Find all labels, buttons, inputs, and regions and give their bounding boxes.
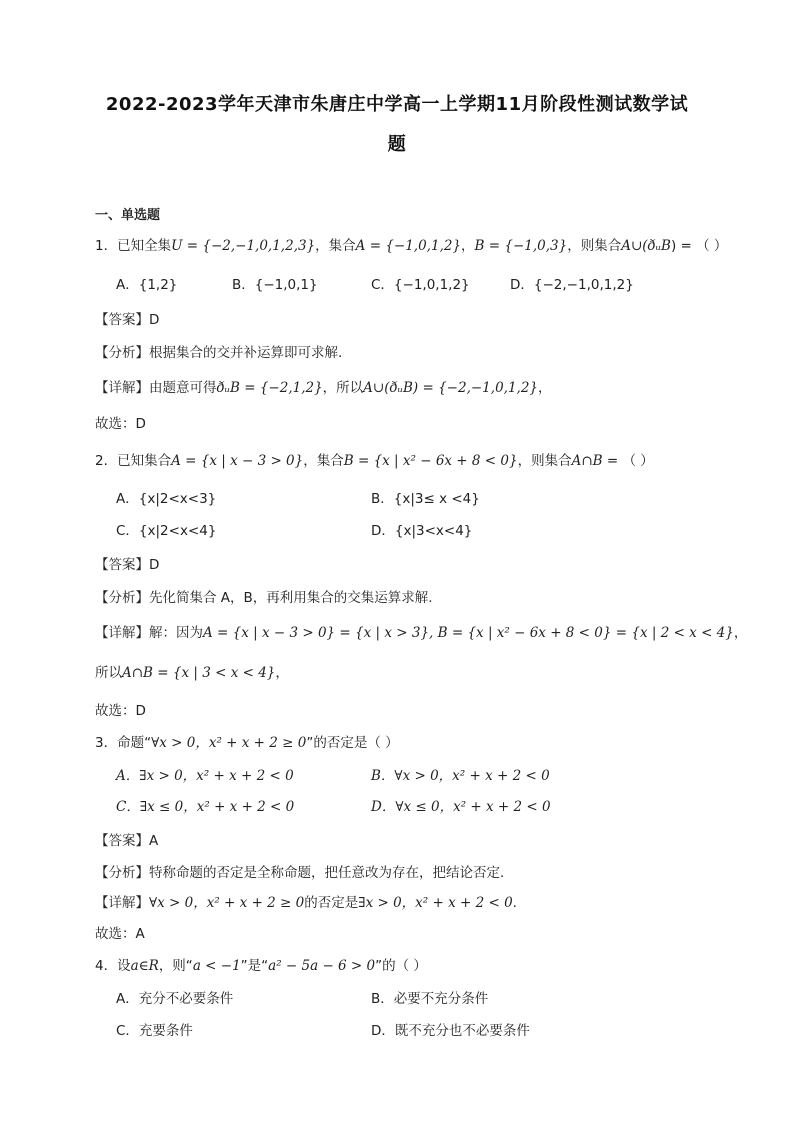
question-2-option-c: C．{x|2<x<4} — [116, 523, 217, 539]
question-3-answer: 【答案】A — [95, 833, 159, 849]
question-1-choice: 故选：D — [95, 416, 146, 432]
question-2-stem: 2．已知集合A = {x | x − 3 > 0}，集合B = {x | x² − 6x + 8 < 0}，则集合A∩B = （ ） — [95, 453, 654, 469]
question-3-detail: 【详解】∀x > 0，x² + x + 2 ≥ 0的否定是∃x > 0，x² + x + 2 < 0. — [95, 895, 517, 911]
question-1-option-a: A．{1,2} — [116, 277, 178, 293]
question-3-option-c: C．∃x ≤ 0，x² + x + 2 < 0 — [116, 799, 295, 815]
question-3-choice: 故选：A — [95, 926, 145, 942]
question-2-option-a: A．{x|2<x<3} — [116, 491, 217, 507]
question-3-analysis: 【分析】特称命题的否定是全称命题，把任意改为存在，把结论否定. — [95, 865, 505, 881]
question-1-option-c: C．{−1,0,1,2} — [371, 277, 470, 293]
question-2-option-d: D．{x|3<x<4} — [371, 523, 473, 539]
question-1-stem: 1．已知全集U = {−2,−1,0,1,2,3}，集合A = {−1,0,1,2}，B = {−1,0,3}，则集合A∪(ðᵤB) = （ ） — [95, 238, 728, 254]
question-2-answer: 【答案】D — [95, 557, 160, 573]
paper-title-line1: 2022-2023学年天津市朱唐庄中学高一上学期11月阶段性测试数学试 — [105, 94, 689, 115]
question-4-option-c: C．充要条件 — [116, 1023, 193, 1039]
question-3-stem: 3．命题“∀x > 0，x² + x + 2 ≥ 0”的否定是（ ） — [95, 735, 399, 751]
question-2-detail: 【详解】解：因为A = {x | x − 3 > 0} = {x | x > 3}, B = {x | x² − 6x + 8 < 0} = {x | 2 < x < 4}， — [95, 625, 748, 641]
question-4-option-d: D．既不充分也不必要条件 — [371, 1023, 530, 1039]
question-4-stem: 4．设a∈R，则“a < −1”是“a² − 5a − 6 > 0”的（ ） — [95, 958, 427, 974]
question-2-option-b: B．{x|3≤ x <4} — [371, 491, 480, 507]
question-2-choice: 故选：D — [95, 703, 146, 719]
question-2-detail-conclusion: 所以A∩B = {x | 3 < x < 4}， — [95, 665, 289, 681]
question-1-detail: 【详解】由题意可得ðᵤB = {−2,1,2}，所以A∪(ðᵤB) = {−2,−1,0,1,2}， — [95, 380, 552, 396]
question-3-option-a: A．∃x > 0，x² + x + 2 < 0 — [116, 768, 294, 784]
question-1-option-b: B．{−1,0,1} — [232, 277, 318, 293]
question-1-option-d: D．{−2,−1,0,1,2} — [510, 277, 634, 293]
question-3-option-b: B．∀x > 0，x² + x + 2 < 0 — [371, 768, 550, 784]
section-heading: 一、单选题 — [95, 208, 161, 223]
question-4-option-b: B．必要不充分条件 — [371, 991, 489, 1007]
paper-title-line2: 题 — [387, 134, 407, 155]
question-3-option-d: D．∀x ≤ 0，x² + x + 2 < 0 — [371, 799, 551, 815]
question-4-option-a: A．充分不必要条件 — [116, 991, 234, 1007]
question-1-analysis: 【分析】根据集合的交并补运算即可求解. — [95, 345, 343, 361]
question-2-analysis: 【分析】先化简集合 A，B，再利用集合的交集运算求解. — [95, 590, 433, 606]
question-1-answer: 【答案】D — [95, 312, 160, 328]
